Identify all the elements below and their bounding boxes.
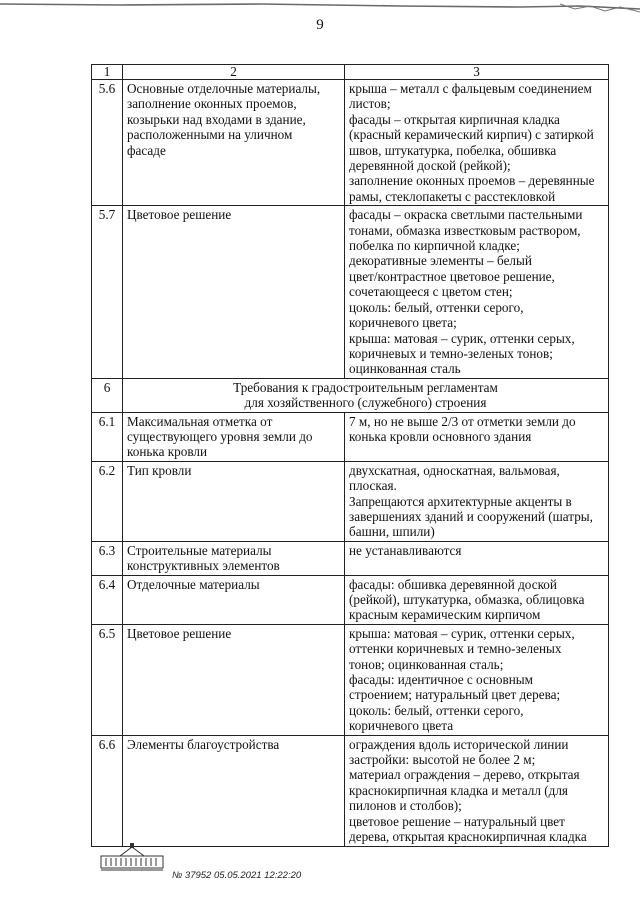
parameter-name <box>123 624 345 735</box>
parameter-name <box>123 206 345 378</box>
section-title-line: для хозяйственного (служебного) строения <box>244 395 487 411</box>
parameter-name-line: существующего уровня земли до <box>127 428 313 444</box>
parameter-value-line: коричневого цвета <box>349 718 454 734</box>
parameter-value-line: деревянной доской (рейкой); <box>349 158 511 174</box>
parameter-value-line: ограждения вдоль исторической линии <box>349 736 569 752</box>
page-number: 9 <box>316 17 324 33</box>
row-number: 6.2 <box>92 461 123 541</box>
header-col-1: 1 <box>92 65 123 80</box>
table-row <box>92 412 609 461</box>
parameter-value-line: швов, штукатурка, побелка, обшивка <box>349 142 557 158</box>
parameter-value-line: цоколь: белый, оттенки серого, <box>349 702 524 718</box>
parameter-value-line: пилонов и столбов); <box>349 798 462 814</box>
parameter-value-line: (рейкой), штукатурка, обмазка, облицовка <box>349 592 585 607</box>
parameter-value-line: тонами, обмазка известковым раствором, <box>349 222 581 238</box>
section-number: 6 <box>92 378 123 412</box>
parameter-value <box>345 735 609 846</box>
parameter-value <box>345 80 609 206</box>
parameter-value-line: декоративные элементы – белый <box>349 253 532 269</box>
section-title-line: Требования к градостроительным регламентам <box>233 379 498 395</box>
header-col-3: 3 <box>345 65 609 80</box>
row-number: 6.1 <box>92 412 123 461</box>
parameter-value-line: коричневых и темно-зеленых тонов; <box>349 345 553 361</box>
parameter-value-line: не устанавливаются <box>349 542 462 558</box>
table-row <box>92 624 609 735</box>
table-row <box>92 461 609 541</box>
parameter-value-line: башни, шпили) <box>349 524 435 540</box>
parameter-value-line: тонов; оцинкованная сталь; <box>349 656 504 672</box>
parameter-value-line: строением; натуральный цвет дерева; <box>349 687 561 703</box>
parameter-value-line: завершениях зданий и сооружений (шатры, <box>349 508 593 524</box>
parameter-value <box>345 541 609 575</box>
table-row <box>92 206 609 378</box>
parameter-name-line: конструктивных элементов <box>127 558 280 574</box>
parameter-value-line: дерева, открытая краснокирпичная кладка <box>349 829 587 845</box>
parameter-value-line: рамы, стеклопакеты с расстекловкой <box>349 188 556 204</box>
government-building-logo-icon <box>100 842 166 872</box>
parameter-value-line: фасады – окраска светлыми пастельными <box>349 207 583 223</box>
parameter-name-line: Цветовое решение <box>127 625 232 641</box>
table-row <box>92 735 609 846</box>
parameter-value-line: краснокирпичная кладка и металл (для <box>349 782 568 798</box>
parameter-value-line: застройки: высотой не более 2 м; <box>349 752 536 768</box>
section-row <box>92 378 609 412</box>
table-header-row <box>92 65 609 80</box>
parameter-name-line: Максимальная отметка от <box>127 413 273 429</box>
parameter-value-line: оттенки коричневых и темно-зеленых <box>349 641 562 657</box>
parameter-value <box>345 412 609 461</box>
parameter-name <box>123 461 345 541</box>
parameter-value-line: плоская. <box>349 478 397 494</box>
parameter-value-line: заполнение оконных проемов – деревянные <box>349 173 595 189</box>
parameter-name-line: Тип кровли <box>127 462 192 478</box>
parameter-value-line: красным керамическим кирпичом <box>349 607 541 623</box>
parameter-value-line: листов; <box>349 96 391 112</box>
section-title <box>123 378 609 412</box>
parameter-value-line: Запрещаются архитектурные акценты в <box>349 493 572 509</box>
parameter-name-line: козырьки над входами в здание, <box>127 111 306 127</box>
parameter-name-line: Элементы благоустройства <box>127 736 280 752</box>
parameter-name-line: конька кровли <box>127 444 208 460</box>
parameter-name-line: заполнение оконных проемов, <box>127 96 297 112</box>
parameter-name <box>123 575 345 624</box>
parameter-value <box>345 461 609 541</box>
parameter-value <box>345 624 609 735</box>
parameter-name <box>123 735 345 846</box>
row-number: 6.6 <box>92 735 123 846</box>
row-number: 5.6 <box>92 80 123 206</box>
parameter-name-line: Основные отделочные материалы, <box>127 81 321 96</box>
parameter-value-line: крыша: матовая – сурик, оттенки серых, <box>349 330 575 346</box>
parameter-value-line: цвет/контрастное цветовое решение, <box>349 268 555 284</box>
parameter-value <box>345 575 609 624</box>
parameter-value-line: (красный керамический кирпич) с затиркой <box>349 127 594 143</box>
parameter-name <box>123 412 345 461</box>
parameter-value-line: сочетающееся с цветом стен; <box>349 284 513 300</box>
scan-noise-top <box>0 0 640 14</box>
parameter-value-line: побелка по кирпичной кладке; <box>349 238 520 254</box>
table-row <box>92 575 609 624</box>
parameter-value-line: коричневого цвета; <box>349 315 457 331</box>
requirements-table <box>91 64 609 847</box>
row-number: 5.7 <box>92 206 123 378</box>
parameter-value-line: крыша: матовая – сурик, оттенки серых, <box>349 625 575 641</box>
parameter-value-line: крыша – металл с фальцевым соединением <box>349 81 592 96</box>
parameter-value-line: фасады: обшивка деревянной доской <box>349 576 557 592</box>
parameter-value-line: цветовое решение – натуральный цвет <box>349 813 565 829</box>
parameter-name-line: фасаде <box>127 142 166 158</box>
header-col-2: 2 <box>123 65 345 80</box>
row-number: 6.5 <box>92 624 123 735</box>
parameter-value-line: материал ограждения – дерево, открытая <box>349 767 580 783</box>
parameter-value-line: цоколь: белый, оттенки серого, <box>349 299 524 315</box>
row-number: 6.4 <box>92 575 123 624</box>
parameter-name-line: Цветовое решение <box>127 207 232 223</box>
table-row <box>92 541 609 575</box>
parameter-value-line: конька кровли основного здания <box>349 428 532 444</box>
parameter-value <box>345 206 609 378</box>
parameter-value-line: фасады: идентичное с основным <box>349 672 533 688</box>
registration-stamp: № 37952 05.05.2021 12:22:20 <box>172 870 302 881</box>
parameter-value-line: оцинкованная сталь <box>349 361 461 377</box>
parameter-name-line: Отделочные материалы <box>127 576 260 592</box>
parameter-name <box>123 541 345 575</box>
parameter-name <box>123 80 345 206</box>
parameter-value-line: фасады – открытая кирпичная кладка <box>349 111 560 127</box>
parameter-name-line: Строительные материалы <box>127 542 272 558</box>
parameter-value-line: двухскатная, односкатная, вальмовая, <box>349 462 560 478</box>
row-number: 6.3 <box>92 541 123 575</box>
table-row <box>92 80 609 206</box>
parameter-value-line: 7 м, но не выше 2/3 от отметки земли до <box>349 413 576 429</box>
parameter-name-line: расположенными на уличном <box>127 127 293 143</box>
